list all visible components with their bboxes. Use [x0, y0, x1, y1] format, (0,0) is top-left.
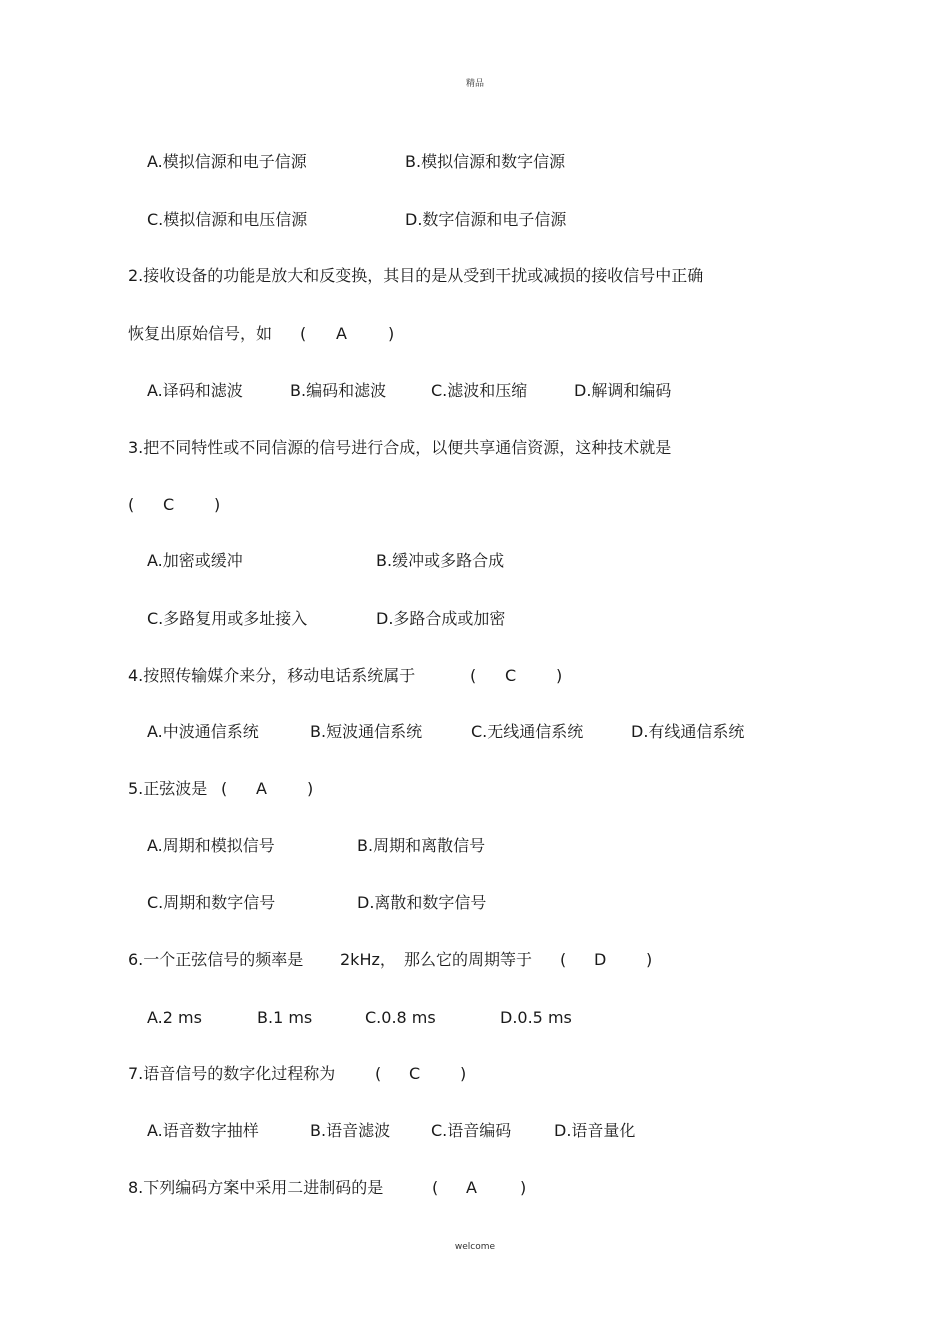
q7-option-d: D.语音量化 [554, 1121, 636, 1140]
q1-option-c: C.模拟信源和电压信源 [147, 210, 308, 229]
q2-paren-close: ) [388, 324, 395, 343]
q3-option-d: D.多路合成或加密 [376, 609, 506, 628]
q5-option-a: A.周期和模拟信号 [147, 836, 275, 855]
q7-paren-close: ) [460, 1064, 467, 1083]
q3-answer: C [163, 495, 175, 514]
q1-option-b: B.模拟信源和数字信源 [405, 152, 566, 171]
q2-stem-line2: 恢复出原始信号，如 [128, 324, 273, 343]
q6-option-a: A.2 ms [147, 1008, 202, 1027]
q5-option-b: B.周期和离散信号 [357, 836, 486, 855]
q2-stem-line1: 2.接收设备的功能是放大和反变换，其目的是从受到干扰或减损的接收信号中正确 [128, 266, 704, 285]
q6-stem-line1: 6.一个正弦信号的频率是 [128, 950, 304, 969]
q5-paren-close: ) [307, 779, 314, 798]
q4-paren-close: ) [556, 666, 563, 685]
q2-option-b: B.编码和滤波 [290, 381, 387, 400]
q1-option-d: D.数字信源和电子信源 [405, 210, 567, 229]
q6-paren-close: ) [646, 950, 653, 969]
q6-option-b: B.1 ms [257, 1008, 313, 1027]
q4-option-b: B.短波通信系统 [310, 722, 423, 741]
q3-paren-close: ) [214, 495, 221, 514]
q2-option-a: A.译码和滤波 [147, 381, 243, 400]
q3-option-c: C.多路复用或多址接入 [147, 609, 308, 628]
q6-frequency: 2kHz， [340, 950, 396, 969]
q7-answer: C [409, 1064, 421, 1083]
q3-option-a: A.加密或缓冲 [147, 551, 243, 570]
q4-answer: C [505, 666, 517, 685]
q4-option-d: D.有线通信系统 [631, 722, 745, 741]
q7-stem-line1: 7.语音信号的数字化过程称为 [128, 1064, 336, 1083]
q1-option-a: A.模拟信源和电子信源 [147, 152, 307, 171]
q5-answer: A [256, 779, 267, 798]
q2-paren-open: ( [300, 324, 307, 343]
q6-stem-line1b: 那么它的周期等于 [404, 950, 533, 969]
q5-option-d: D.离散和数字信号 [357, 893, 487, 912]
q4-stem-line1: 4.按照传输媒介来分，移动电话系统属于 [128, 666, 416, 685]
q4-paren-open: ( [470, 666, 477, 685]
q6-answer: D [594, 950, 607, 969]
q5-stem-line1: 5.正弦波是 [128, 779, 208, 798]
q7-option-b: B.语音滤波 [310, 1121, 391, 1140]
q2-answer: A [336, 324, 347, 343]
q7-option-c: C.语音编码 [431, 1121, 512, 1140]
q2-option-d: D.解调和编码 [574, 381, 672, 400]
q3-stem-line1: 3.把不同特性或不同信源的信号进行合成，以便共享通信资源，这种技术就是 [128, 438, 672, 457]
q6-option-c: C.0.8 ms [365, 1008, 436, 1027]
q5-option-c: C.周期和数字信号 [147, 893, 276, 912]
q3-paren-open: ( [128, 495, 135, 514]
q4-option-c: C.无线通信系统 [471, 722, 584, 741]
q8-paren-close: ) [520, 1178, 527, 1197]
page-header: 精品 [465, 79, 484, 89]
q3-option-b: B.缓冲或多路合成 [376, 551, 505, 570]
q8-answer: A [466, 1178, 477, 1197]
q8-stem-line1: 8.下列编码方案中采用二进制码的是 [128, 1178, 384, 1197]
q4-option-a: A.中波通信系统 [147, 722, 259, 741]
q8-paren-open: ( [432, 1178, 439, 1197]
q6-paren-open: ( [560, 950, 567, 969]
q2-option-c: C.滤波和压缩 [431, 381, 528, 400]
page-footer: welcome [454, 1242, 496, 1252]
q7-paren-open: ( [375, 1064, 382, 1083]
q6-option-d: D.0.5 ms [500, 1008, 572, 1027]
q7-option-a: A.语音数字抽样 [147, 1121, 259, 1140]
q5-paren-open: ( [221, 779, 228, 798]
